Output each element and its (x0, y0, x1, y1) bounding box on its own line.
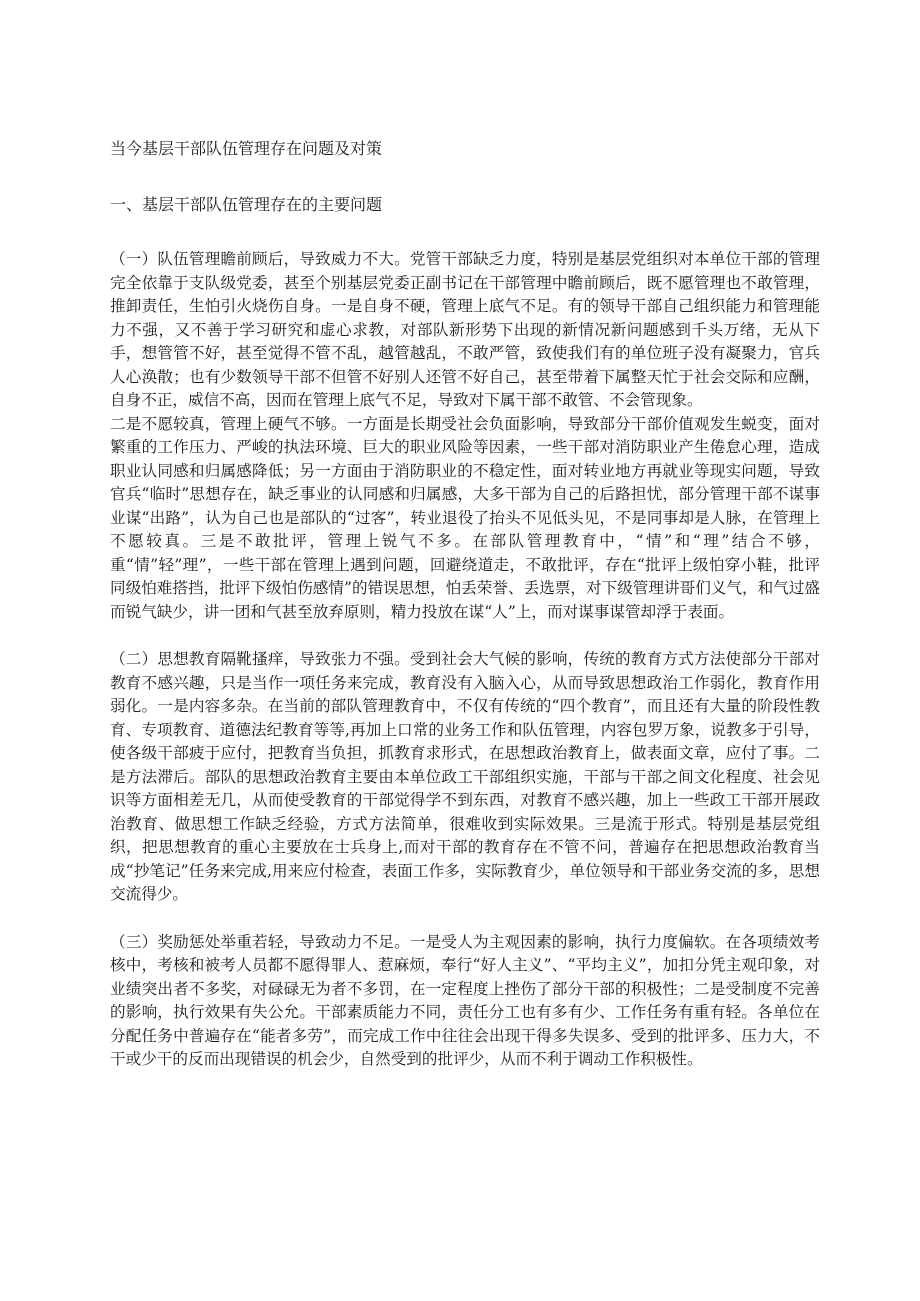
document-title: 当今基层干部队伍管理存在问题及对策 (110, 139, 383, 158)
section-heading: 一、基层干部队伍管理存在的主要问题 (110, 195, 383, 214)
paragraph-1: （一）队伍管理瞻前顾后，导致威力不大。党管干部缺乏力度，特别是基层党组织对本单位干部的管理完全依靠于支队级党委，甚至个别基层党委正副书记在干部管理中瞻前顾后，既不愿管理也不敢管理，推卸责任，生怕引火烧伤自身。一是自身不硬，管理上底气不足。有的领导干部自己组织能力和管理能力不强，又不善于学习研究和虚心求教，对部队新形势下出现的新情况新问题感到千头万绪，无从下手，想管管不好，甚至觉得不管不乱，越管越乱，不敢严管，致使我们有的单位班子没有凝聚力，官兵人心涣散；也有少数领导干部不但管不好别人还管不好自己，甚至带着下属整天忙于社会交际和应酬，自身不正，威信不高，因而在管理上底气不足，导致对下属干部不敢管、不会管现象。 (110, 250, 820, 409)
paragraph-3: （二）思想教育隔靴搔痒，导致张力不强。受到社会大气候的影响，传统的教育方式方法使部分干部对教育不感兴趣，只是当作一项任务来完成，教育没有入脑入心，从而导致思想政治工作弱化，教育作用弱化。一是内容多杂。在当前的部队管理教育中，不仅有传统的“四个教育”，而且还有大量的阶段性教育、专项教育、道德法纪教育等等,再加上口常的业务工作和队伍管理，内容包罗万象，说教多于引导，使各级干部疲于应付，把教育当负担，抓教育求形式，在思想政治教育上，做表面文章，应付了事。二是方法滞后。部队的思想政治教育主要由本单位政工干部组织实施，干部与干部之间文化程度、社会见识等方面相差无几，从而使受教育的干部觉得学不到东西，对教育不感兴趣，加上一些政工干部开展政治教育、做思想工作缺乏经验，方式方法简单，很难收到实际效果。三是流于形式。特别是基层党组织，把思想教育的重心主要放在士兵身上,而对干部的教育存在不管不问，普遍存在把思想政治教育当成“抄笔记”任务来完成,用来应付检查，表面工作多，实际教育少，单位领导和干部业务交流的多，思想交流得少。 (110, 650, 820, 903)
document-page (110, 136, 820, 1072)
paragraph-4: （三）奖励惩处举重若轻，导致动力不足。一是受人为主观因素的影响，执行力度偏软。在各项绩效考核中，考核和被考人员都不愿得罪人、惹麻烦，奉行“好人主义”、“平均主义”，加扣分凭主观印象，对业绩突出者不多奖，对碌碌无为者不多罚，在一定程度上挫伤了部分干部的积极性；二是受制度不完善的影响，执行效果有失公允。干部素质能力不同，责任分工也有多有少、工作任务有重有轻。各单位在分配任务中普遍存在“能者多劳”，而完成工作中往往会出现干得多失误多、受到的批评多、压力大，不干或少干的反而出现错误的机会少，自然受到的批评少，从而不利于调动工作积极性。 (110, 932, 820, 1068)
paragraph-2: 二是不愿较真，管理上硬气不够。一方面是长期受社会负面影响，导致部分干部价值观发生蜕变，面对繁重的工作压力、严峻的执法环境、巨大的职业风险等因素，一些干部对消防职业产生倦怠心理，造成职业认同感和归属感降低；另一方面由于消防职业的不稳定性，面对转业地方再就业等现实问题，导致官兵“临时”思想存在，缺乏事业的认同感和归属感，大多干部为自己的后路担忧，部分管理干部不谋事业谋“出路”，认为自己也是部队的“过客”，转业退役了抬头不见低头见，不是同事却是人脉，在管理上不愿较真。三是不敢批评，管理上锐气不多。在部队管理教育中，“情”和“理”结合不够，重“情”轻”理”，一些干部在管理上遇到问题，回避绕道走，不敢批评，存在“批评上级怕穿小鞋，批评同级怕难搭挡，批评下级怕伤感情”的错误思想，怕丢荣誉、丢选票，对下级管理讲哥们义气，和气过盛而锐气缺少，讲一团和气甚至放弃原则，精力投放在谋“人”上，而对谋事谋管却浮于表面。 (110, 414, 820, 621)
